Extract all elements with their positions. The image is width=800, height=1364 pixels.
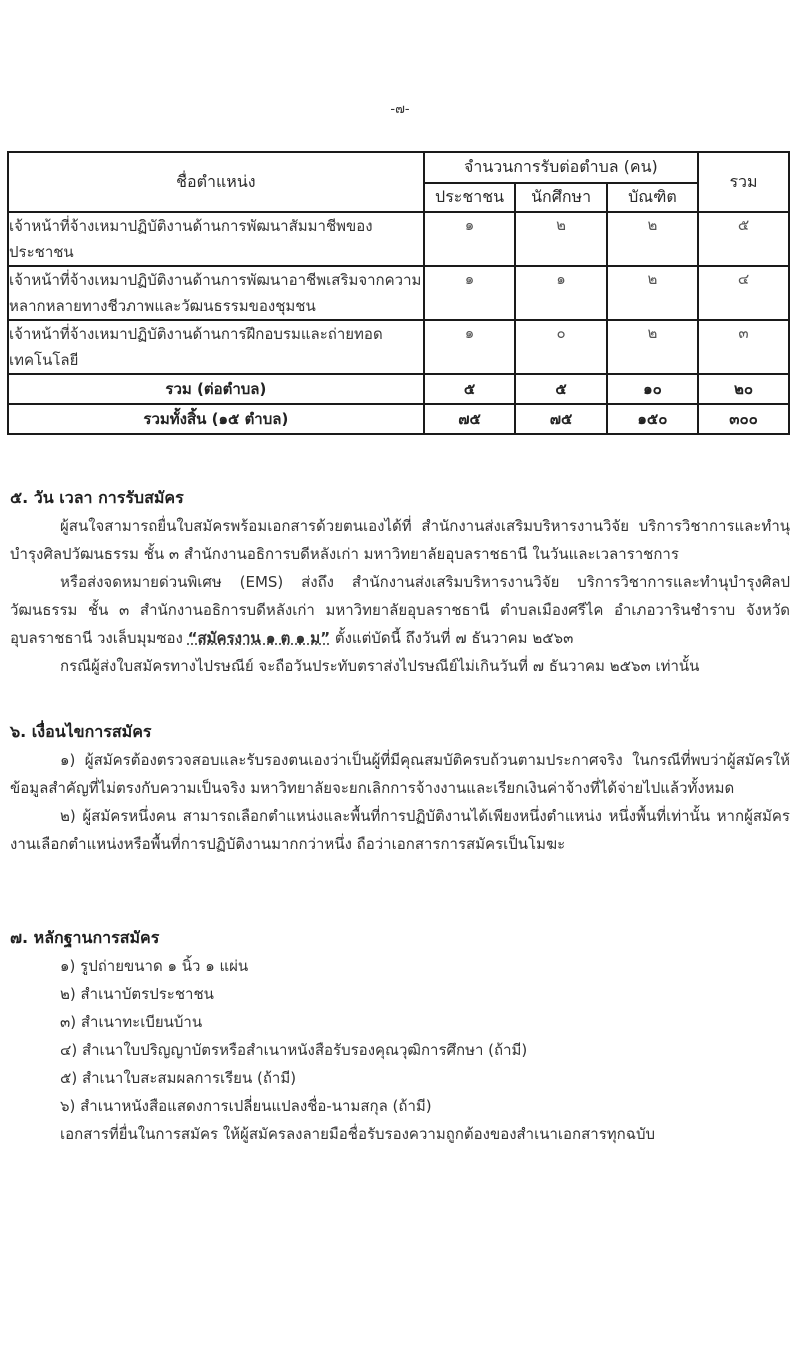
section-application-period bbox=[10, 484, 790, 680]
table-row bbox=[8, 320, 789, 374]
condition-2: ๒) ผู้สมัครหนึ่งคน สามารถเลือกตำแหน่งและพื้นที่การปฏิบัติงานได้เพียงหนึ่งตำแหน่ง หนึ่งพื้นที่เท่านั้น หากผู้สมัครงานเลือกตำแหน่งหรือพื้นที่การปฏิบัติงานมากกว่าหนึ่ง ถือว่าเอกสารการสมัครเป็นโมฆะ bbox=[10, 807, 790, 853]
section-title: ๖. เงื่อนไขการสมัคร bbox=[10, 722, 152, 741]
grand-total-label: รวมทั้งสิ้น (๑๕ ตำบล) bbox=[8, 404, 424, 434]
list-item: ๓) สำเนาทะเบียนบ้าน bbox=[60, 1013, 203, 1031]
header-total: รวม bbox=[698, 152, 789, 212]
ems-text: หรือส่งจดหมายด่วนพิเศษ (EMS) ส่งถึง สำนักงานส่งเสริมบริหารงานวิจัย บริการวิชาการและทำนุบำรุงศิลปวัฒนธรรม ชั้น ๓ สำนักงานอธิการบดีหลังเก่า มหาวิทยาลัยอุบลราชธานี ตำบลเมืองศรีไค อำเภอวารินชำราบ จังหวัดอุบลราชธานี วงเล็บมุมซอง bbox=[10, 573, 790, 647]
condition-1: ๑) ผู้สมัครต้องตรวจสอบและรับรองตนเองว่าเป็นผู้ที่มีคุณสมบัติครบถ้วนตามประกาศจริง ในกรณีที่พบว่าผู้สมัครให้ข้อมูลสำคัญที่ไม่ตรงกับความเป็นจริง มหาวิทยาลัยจะยกเลิกการจ้างงานและเรียกเงินค่าจ้างที่ได้จ่ายไปแล้วทั้งหมด bbox=[10, 751, 790, 797]
table-row bbox=[8, 266, 789, 320]
cell-graduate: ๒ bbox=[607, 320, 698, 374]
paragraph-in-person: ผู้สนใจสามารถยื่นใบสมัครพร้อมเอกสารด้วยตนเองได้ที่ สำนักงานส่งเสริมบริหารงานวิจัย บริการวิชาการและทำนุบำรุงศิลปวัฒนธรรม ชั้น ๓ สำนักงานอธิการบดีหลังเก่า มหาวิทยาลัยอุบลราชธานี ในวันและเวลาราชการ bbox=[10, 517, 790, 563]
list-item: ๒) สำเนาบัตรประชาชน bbox=[60, 985, 214, 1003]
document-list bbox=[10, 952, 790, 1148]
section-title: ๕. วัน เวลา การรับสมัคร bbox=[10, 488, 184, 507]
document-note: เอกสารที่ยื่นในการสมัคร ให้ผู้สมัครลงลายมือชื่อรับรองความถูกต้องของสำเนาเอกสารทุกฉบับ bbox=[60, 1125, 655, 1143]
section-documents bbox=[10, 924, 790, 1148]
cell-graduate: ๒ bbox=[607, 212, 698, 266]
sum-graduate: ๑๐ bbox=[607, 374, 698, 404]
position-name: เจ้าหน้าที่จ้างเหมาปฏิบัติงานด้านการพัฒนาสัมมาชีพของประชาชน bbox=[8, 212, 424, 266]
sum-label: รวม (ต่อตำบล) bbox=[8, 374, 424, 404]
grand-student: ๗๕ bbox=[515, 404, 606, 434]
list-item: ๕) สำเนาใบสะสมผลการเรียน (ถ้ามี) bbox=[60, 1069, 297, 1087]
grand-total: ๓๐๐ bbox=[698, 404, 789, 434]
page-number: -๗- bbox=[390, 102, 410, 117]
cell-total: ๕ bbox=[698, 212, 789, 266]
position-name: เจ้าหน้าที่จ้างเหมาปฏิบัติงานด้านการพัฒนาอาชีพเสริมจากความหลากหลายทางชีวภาพและวัฒนธรรมของชุมชน bbox=[8, 266, 424, 320]
section-title: ๗. หลักฐานการสมัคร bbox=[10, 928, 160, 947]
cell-public: ๑ bbox=[424, 266, 516, 320]
position-name: เจ้าหน้าที่จ้างเหมาปฏิบัติงานด้านการฝึกอบรมและถ่ายทอดเทคโนโลยี bbox=[8, 320, 424, 374]
ems-deadline: ตั้งแต่บัดนี้ ถึงวันที่ ๗ ธันวาคม ๒๕๖๓ bbox=[330, 629, 574, 647]
header-position-name: ชื่อตำแหน่ง bbox=[8, 152, 424, 212]
cell-graduate: ๒ bbox=[607, 266, 698, 320]
sum-per-tambon-row bbox=[8, 374, 789, 404]
cell-total: ๓ bbox=[698, 320, 789, 374]
header-intake-group: จำนวนการรับต่อตำบล (คน) bbox=[424, 152, 698, 183]
list-item: ๔) สำเนาใบปริญญาบัตรหรือสำเนาหนังสือรับรองคุณวุฒิการศึกษา (ถ้ามี) bbox=[60, 1041, 528, 1059]
positions-table bbox=[7, 151, 790, 435]
sum-total: ๒๐ bbox=[698, 374, 789, 404]
sum-student: ๕ bbox=[515, 374, 606, 404]
list-item: ๑) รูปถ่ายขนาด ๑ นิ้ว ๑ แผ่น bbox=[60, 957, 249, 975]
cell-student: ๑ bbox=[515, 266, 606, 320]
grand-total-row bbox=[8, 404, 789, 434]
cell-student: ๒ bbox=[515, 212, 606, 266]
envelope-label: “สมัครงาน ๑ ต ๑ ม” bbox=[187, 629, 331, 647]
grand-graduate: ๑๕๐ bbox=[607, 404, 698, 434]
sum-public: ๕ bbox=[424, 374, 516, 404]
header-graduate: บัณฑิต bbox=[607, 183, 698, 213]
section-conditions bbox=[10, 718, 790, 858]
paragraph-postmark: กรณีผู้ส่งใบสมัครทางไปรษณีย์ จะถือวันประทับตราส่งไปรษณีย์ไม่เกินวันที่ ๗ ธันวาคม ๒๕๖๓ เท่านั้น bbox=[60, 657, 700, 675]
table-header-row bbox=[8, 152, 789, 183]
cell-total: ๔ bbox=[698, 266, 789, 320]
list-item: ๖) สำเนาหนังสือแสดงการเปลี่ยนแปลงชื่อ-นามสกุล (ถ้ามี) bbox=[60, 1097, 432, 1115]
header-public: ประชาชน bbox=[424, 183, 516, 213]
cell-student: ๐ bbox=[515, 320, 606, 374]
cell-public: ๑ bbox=[424, 212, 516, 266]
grand-public: ๗๕ bbox=[424, 404, 516, 434]
cell-public: ๑ bbox=[424, 320, 516, 374]
header-student: นักศึกษา bbox=[515, 183, 606, 213]
paragraph-ems bbox=[10, 568, 790, 652]
table-row bbox=[8, 212, 789, 266]
